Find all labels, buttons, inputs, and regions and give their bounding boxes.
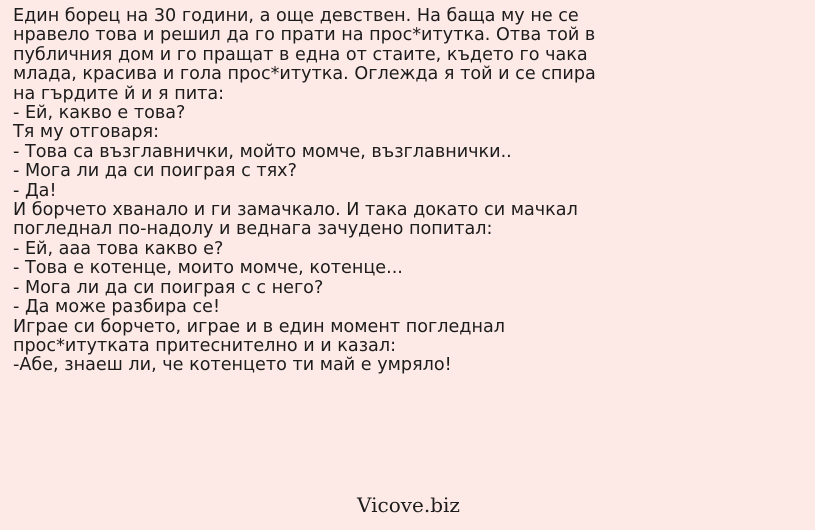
joke-line: - Мога ли да си поиграя с тях? (13, 161, 297, 182)
joke-line: И борчето хванало и ги замачкало. И така докато си мачкал (13, 200, 578, 221)
joke-line: Един борец на 30 години, а още девствен. На баща му не се (13, 6, 579, 26)
joke-line: - Да може разбира се! (13, 297, 221, 318)
joke-line: нравело това и решил да го прати на прос*итутка. Отва той в (13, 25, 596, 46)
joke-line: Играе си борчето, играе и в един момент погледнал (13, 316, 505, 337)
joke-line: погледнал по-надолу и веднага зачудено попитал: (13, 219, 493, 240)
joke-line: прос*итутката притеснително и и казал: (13, 335, 397, 356)
joke-line: - Това са възглавнички, мойто момче, възглавнички.. (13, 141, 512, 162)
joke-line: - Това е котенце, моито момче, котенце... (13, 258, 403, 279)
joke-line: на гърдите й и я пита: (13, 83, 225, 104)
joke-line: - Ей, ааа това какво е? (13, 238, 224, 259)
joke-line: - Да! (13, 180, 57, 201)
site-watermark: Vicove.biz (357, 493, 460, 517)
joke-line: Тя му отговаря: (13, 122, 160, 143)
joke-line: млада, красива и гола прос*итутка. Оглежда я той и се спира (13, 64, 596, 85)
joke-line: - Ей, какво е това? (13, 103, 186, 124)
joke-line: -Абе, знаеш ли, че котенцето ти май е умряло! (13, 355, 452, 376)
joke-line: - Мога ли да си поиграя с с него? (13, 277, 324, 298)
joke-line: публичния дом и го пращат в една от стаите, където го чака (13, 44, 588, 65)
joke-text (13, 7, 803, 376)
